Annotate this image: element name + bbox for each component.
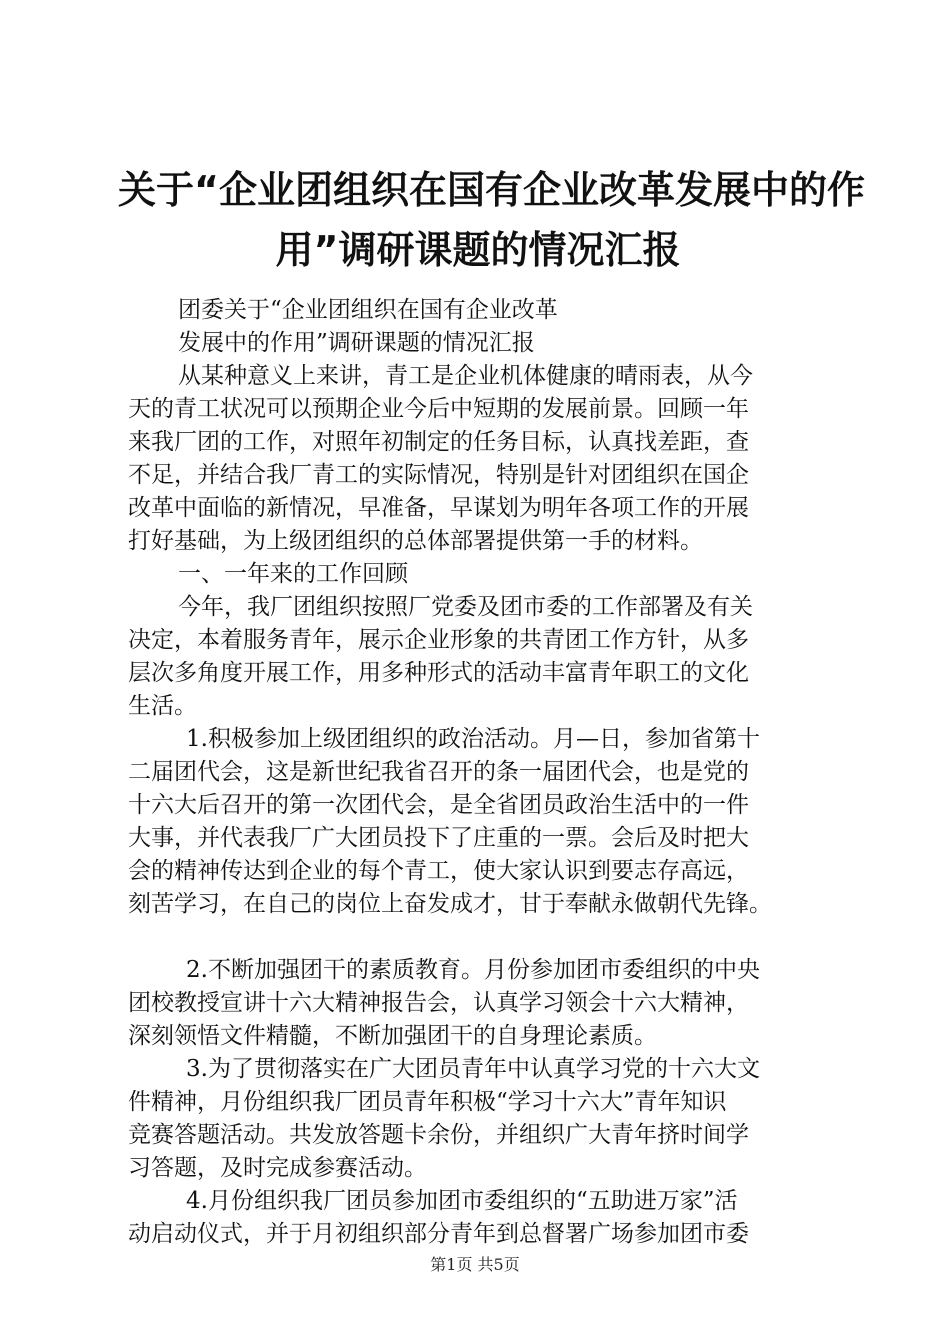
paragraph-line: 打好基础，为上级团组织的总体部署提供第一手的材料。 [128, 528, 703, 554]
paragraph-line: 决定，本着服务青年，展示企业形象的共青团工作方针，从多 [128, 627, 749, 653]
page-footer: 第1页 共5页 [430, 1255, 520, 1274]
paragraph-line: 改革中面临的新情况，早准备，早谋划为明年各项工作的开展 [128, 495, 749, 521]
paragraph-line: 今年，我厂团组织按照厂党委及团市委的工作部署及有关 [178, 594, 753, 620]
paragraph-line: 生活。 [128, 693, 197, 719]
paragraph-line: 不足，并结合我厂青工的实际情况，特别是针对团组织在国企 [128, 462, 749, 488]
paragraph-line: 动启动仪式，并于月初组织部分青年到总督署广场参加团市委 [128, 1221, 749, 1247]
paragraph-line: 2.不断加强团干的素质教育。月份参加团市委组织的中央 [186, 957, 760, 983]
section-heading: 一、一年来的工作回顾 [178, 561, 408, 587]
paragraph-line: 会的精神传达到企业的每个青工，使大家认识到要志存高远， [128, 858, 749, 884]
document-title [118, 160, 865, 280]
paragraph-line: 来我厂团的工作，对照年初制定的任务目标，认真找差距，查 [128, 429, 749, 455]
paragraph-line: 3.为了贯彻落实在广大团员青年中认真学习党的十六大文 [186, 1056, 760, 1082]
paragraph-line: 十六大后召开的第一次团代会，是全省团员政治生活中的一件 [128, 792, 749, 818]
paragraph-line: 1.积极参加上级团组织的政治活动。月—日，参加省第十 [186, 726, 760, 752]
paragraph-line: 天的青工状况可以预期企业今后中短期的发展前景。回顾一年 [128, 396, 749, 422]
paragraph-line: 层次多角度开展工作，用多种形式的活动丰富青年职工的文化 [128, 660, 749, 686]
paragraph-gap [128, 921, 828, 954]
paragraph-line: 件精神，月份组织我厂团员青年积极“学习十六大”青年知识 [128, 1089, 727, 1115]
paragraph-line: 刻苦学习，在自己的岗位上奋发成才，甘于奉献永做朝代先锋。 [128, 891, 772, 917]
paragraph-line: 二届团代会，这是新世纪我省召开的条一届团代会，也是党的 [128, 759, 749, 785]
subtitle-line: 发展中的作用”调研课题的情况汇报 [178, 330, 535, 356]
paragraph-line: 深刻领悟文件精髓，不断加强团干的自身理论素质。 [128, 1023, 657, 1049]
title-line-1: 关于“企业团组织在国有企业改革发展中的作 [118, 168, 865, 212]
document-body [128, 294, 828, 1251]
paragraph-line: 大事，并代表我厂广大团员投下了庄重的一票。会后及时把大 [128, 825, 749, 851]
paragraph-line: 从某种意义上来讲，青工是企业机体健康的晴雨表，从今 [178, 363, 753, 389]
paragraph-line: 4.月份组织我厂团员参加团市委组织的“五助进万家”活 [186, 1188, 738, 1214]
subtitle-line: 团委关于“企业团组织在国有企业改革 [178, 297, 558, 323]
paragraph-line: 习答题，及时完成参赛活动。 [128, 1155, 427, 1181]
title-line-2: 用”调研课题的情况汇报 [275, 228, 681, 272]
paragraph-line: 团校教授宣讲十六大精神报告会，认真学习领会十六大精神， [128, 990, 749, 1016]
paragraph-line: 竞赛答题活动。共发放答题卡余份，并组织广大青年挤时间学 [128, 1122, 749, 1148]
